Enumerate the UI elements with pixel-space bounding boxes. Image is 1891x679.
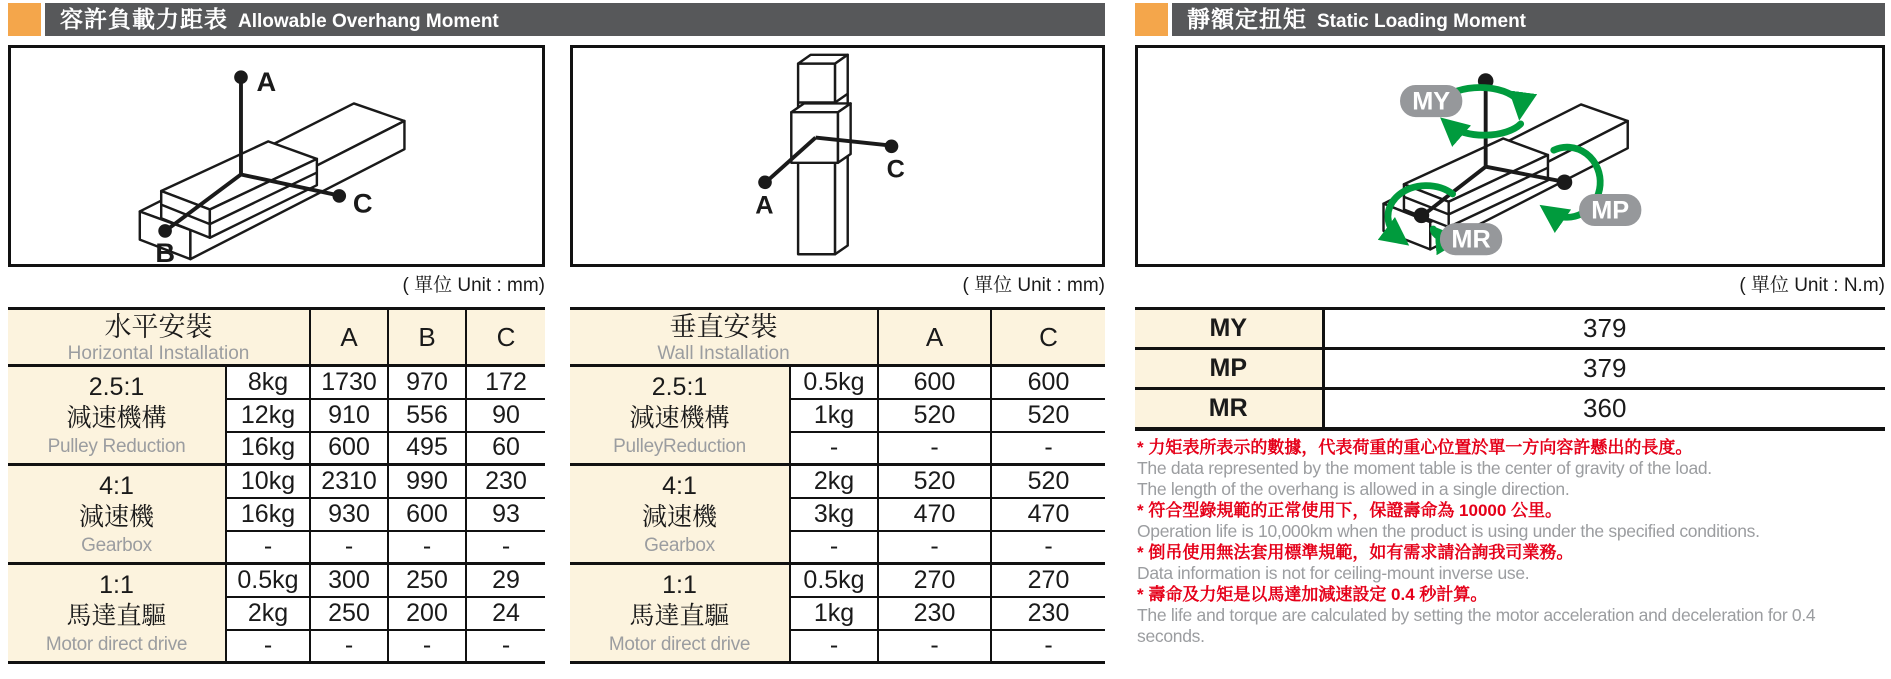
cell-c: 60: [466, 432, 545, 465]
table-title-en: Wall Installation: [657, 342, 790, 364]
cell-load: 0.5kg: [790, 564, 878, 597]
cell-load: -: [790, 531, 878, 564]
cell-a: 470: [878, 498, 991, 531]
column-header-a: A: [310, 309, 388, 366]
axis-label-a: A: [755, 191, 774, 220]
moment-mr-value: 360: [1323, 389, 1885, 429]
cell-a: -: [878, 531, 991, 564]
rail-drawing: [1384, 104, 1628, 249]
group-name-en: Motor direct drive: [608, 634, 751, 655]
cell-a: 300: [310, 564, 388, 597]
static-moment-diagram: [1138, 48, 1882, 264]
table-row: [570, 366, 1105, 399]
note-en: Operation life is 10,000km when the product is using under the specified conditions.: [1137, 521, 1760, 541]
cell-load: 0.5kg: [790, 366, 878, 399]
table-title-zh: 水平安裝: [104, 311, 213, 342]
cell-a: 520: [878, 399, 991, 432]
cell-c: -: [991, 531, 1105, 564]
cell-load: 0.5kg: [226, 564, 310, 597]
group-label-gearbox: [8, 465, 226, 564]
cell-a: 2310: [310, 465, 388, 498]
cell-load: 16kg: [226, 432, 310, 465]
column-header-b: B: [388, 309, 466, 366]
wall-installation-table: [570, 307, 1105, 664]
group-name-zh: 馬達直驅: [629, 602, 730, 630]
cell-b: -: [388, 531, 466, 564]
accent-square: [8, 3, 41, 36]
cell-c: 230: [466, 465, 545, 498]
static-moment-section-header: [1135, 3, 1885, 36]
cell-load: 3kg: [790, 498, 878, 531]
section-title-en: Static Loading Moment: [1317, 11, 1526, 32]
cell-c: 172: [466, 366, 545, 399]
group-name-zh: 馬達直驅: [66, 602, 167, 630]
group-ratio: 1:1: [99, 571, 134, 599]
group-name-zh: 減速機構: [66, 404, 167, 432]
cell-a: 520: [878, 465, 991, 498]
axis-label-c: C: [886, 155, 905, 184]
horizontal-installation-table: [8, 307, 545, 664]
moment-my-value: 379: [1323, 309, 1885, 349]
group-name-en: Gearbox: [81, 535, 152, 556]
cell-load: 1kg: [790, 399, 878, 432]
cell-b: 495: [388, 432, 466, 465]
overhang-section-header: [8, 3, 1105, 36]
table-row: [1135, 389, 1885, 429]
cell-a: 230: [878, 597, 991, 630]
table-title-zh: 垂直安裝: [669, 311, 778, 342]
note-en: The life and torque are calculated by setting the motor acceleration and deceleration for 0.4 seconds.: [1137, 605, 1816, 646]
section-title-zh: 靜額定扭矩: [1187, 6, 1307, 32]
cell-load: 10kg: [226, 465, 310, 498]
cell-c: 24: [466, 597, 545, 630]
group-name-en: PulleyReduction: [613, 436, 746, 457]
cell-load: 16kg: [226, 498, 310, 531]
cell-load: -: [226, 531, 310, 564]
note-en: The length of the overhang is allowed in a single direction.: [1137, 479, 1570, 499]
cell-c: -: [991, 432, 1105, 465]
horizontal-mount-diagram: [11, 48, 542, 264]
moment-mp-label: MP: [1135, 349, 1323, 389]
moment-label-my: MY: [1412, 87, 1451, 116]
accent-square: [1135, 3, 1168, 36]
cell-a: -: [878, 630, 991, 663]
group-label-gearbox: [570, 465, 790, 564]
header-bar: [1172, 3, 1885, 36]
group-label-pulley: [8, 366, 226, 465]
note-zh: * 壽命及力矩是以馬達加減速設定 0.4 秒計算。: [1137, 585, 1488, 604]
cell-load: -: [226, 630, 310, 663]
cell-b: -: [388, 630, 466, 663]
wall-mount-diagram: [573, 48, 1102, 264]
cell-load: 1kg: [790, 597, 878, 630]
cell-c: 230: [991, 597, 1105, 630]
table-title-cell: [570, 309, 878, 366]
cell-a: -: [310, 630, 388, 663]
group-name-zh: 減速機: [78, 503, 154, 531]
cell-c: -: [991, 630, 1105, 663]
note-en: Data information is not for ceiling-mount inverse use.: [1137, 563, 1530, 583]
column-header-a: A: [878, 309, 991, 366]
static-moment-diagram-box: [1135, 45, 1885, 267]
table-row: [570, 465, 1105, 498]
note-zh: * 倒吊使用無法套用標準規範，如有需求請洽詢我司業務。: [1137, 543, 1574, 562]
cell-a: 910: [310, 399, 388, 432]
group-ratio: 4:1: [99, 472, 134, 500]
group-ratio: 2.5:1: [88, 373, 145, 401]
column-header-c: C: [991, 309, 1105, 366]
header-bar: [45, 3, 1105, 36]
table-row: [1135, 309, 1885, 349]
cell-load: -: [790, 432, 878, 465]
cell-load: 8kg: [226, 366, 310, 399]
axis-label-c: C: [352, 187, 373, 219]
moment-mp-value: 379: [1323, 349, 1885, 389]
static-moment-table: [1135, 307, 1885, 431]
note-zh: * 符合型錄規範的正常使用下，保證壽命為 10000 公里。: [1137, 501, 1563, 520]
table-row: [8, 564, 545, 597]
moment-my-label: MY: [1135, 309, 1323, 349]
group-name-en: Pulley Reduction: [47, 436, 186, 457]
header-row: [8, 309, 545, 366]
table-title-en: Horizontal Installation: [67, 342, 250, 364]
group-ratio: 2.5:1: [651, 373, 708, 401]
rail-drawing: [791, 55, 850, 254]
moment-mr-label: MR: [1135, 389, 1323, 429]
cell-a: -: [878, 432, 991, 465]
group-ratio: 1:1: [662, 571, 697, 599]
column-header-c: C: [466, 309, 545, 366]
cell-b: 990: [388, 465, 466, 498]
unit-label-mm-left: ( 單位 Unit : mm): [402, 275, 545, 296]
table-row: [1135, 349, 1885, 389]
cell-c: -: [466, 630, 545, 663]
cell-c: -: [466, 531, 545, 564]
cell-b: 970: [388, 366, 466, 399]
group-label-direct-drive: [8, 564, 226, 663]
unit-label-mm-mid: ( 單位 Unit : mm): [962, 275, 1105, 296]
cell-a: 930: [310, 498, 388, 531]
unit-label-nm: ( 單位 Unit : N.m): [1739, 275, 1885, 296]
cell-a: 250: [310, 597, 388, 630]
section-title-zh: 容許負載力距表: [60, 6, 228, 32]
group-label-direct-drive: [570, 564, 790, 663]
group-name-zh: 減速機: [641, 503, 717, 531]
cell-a: 1730: [310, 366, 388, 399]
cell-a: 600: [310, 432, 388, 465]
cell-b: 556: [388, 399, 466, 432]
moment-label-mr: MR: [1451, 225, 1491, 254]
section-title-en: Allowable Overhang Moment: [238, 11, 499, 32]
note-en: The data represented by the moment table is the center of gravity of the load.: [1137, 458, 1712, 478]
cell-a: 270: [878, 564, 991, 597]
moment-label-mp: MP: [1591, 196, 1630, 225]
group-name-en: Motor direct drive: [45, 634, 188, 655]
table-title-cell: [8, 309, 310, 366]
cell-a: 600: [878, 366, 991, 399]
axis-label-b: B: [155, 237, 176, 264]
cell-c: 470: [991, 498, 1105, 531]
cell-c: 270: [991, 564, 1105, 597]
wall-mount-diagram-box: [570, 45, 1105, 267]
cell-c: 600: [991, 366, 1105, 399]
cell-load: 2kg: [790, 465, 878, 498]
group-ratio: 4:1: [662, 472, 697, 500]
cell-c: 520: [991, 399, 1105, 432]
cell-load: 2kg: [226, 597, 310, 630]
cell-load: -: [790, 630, 878, 663]
cell-b: 600: [388, 498, 466, 531]
table-row: [570, 564, 1105, 597]
cell-c: 90: [466, 399, 545, 432]
table-row: [8, 366, 545, 399]
cell-load: 12kg: [226, 399, 310, 432]
cell-b: 250: [388, 564, 466, 597]
group-name-en: Gearbox: [644, 535, 715, 556]
notes-block: [1137, 437, 1887, 647]
cell-b: 200: [388, 597, 466, 630]
note-zh: * 力矩表所表示的數據，代表荷重的重心位置於單一方向容許懸出的長度。: [1137, 438, 1693, 457]
cell-c: 93: [466, 498, 545, 531]
group-label-pulley: [570, 366, 790, 465]
axis-label-a: A: [256, 65, 277, 97]
horizontal-mount-diagram-box: [8, 45, 545, 267]
table-row: [8, 465, 545, 498]
header-row: [570, 309, 1105, 366]
cell-c: 29: [466, 564, 545, 597]
group-name-zh: 減速機構: [629, 404, 730, 432]
cell-a: -: [310, 531, 388, 564]
cell-c: 520: [991, 465, 1105, 498]
